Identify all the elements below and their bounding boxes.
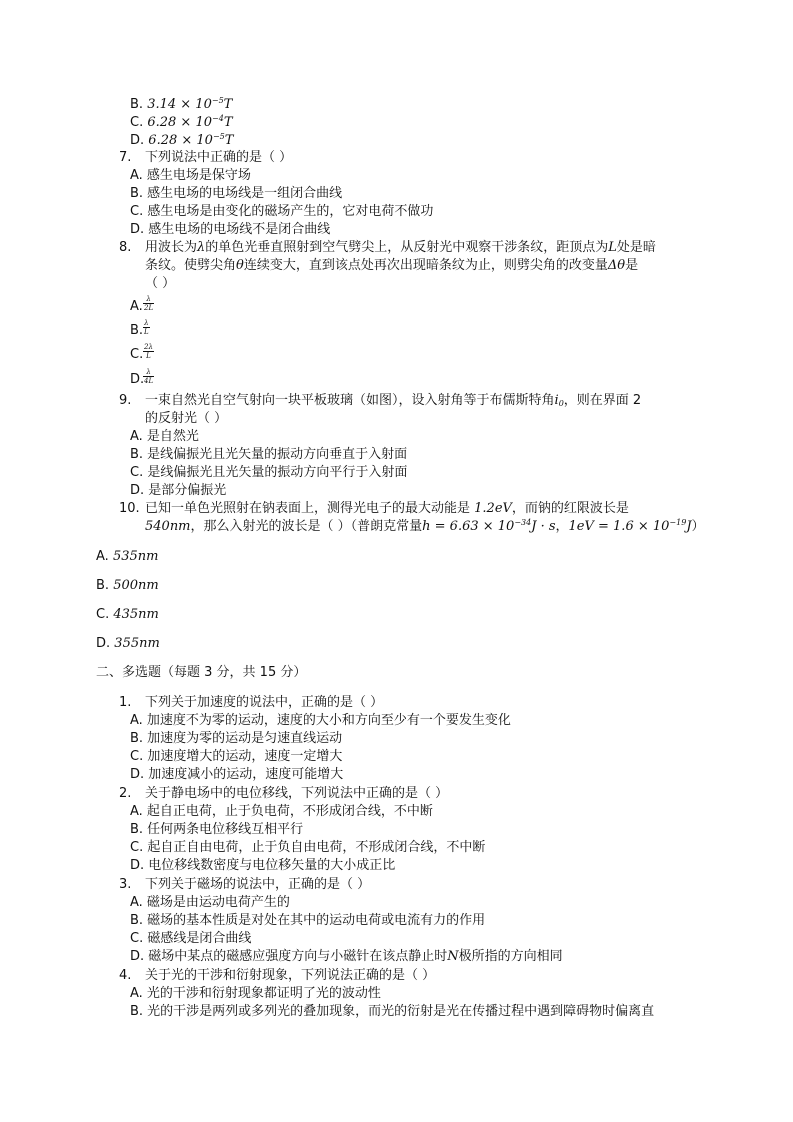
m3-option-c: C. 磁感线是闭合曲线 (130, 931, 252, 946)
question-10-line-1: 已知一单色光照射在钠表面上，测得光电子的最大动能是 1.2eV，而钠的红限波长是 (145, 501, 629, 516)
question-8-line-2: 条纹。使劈尖角θ连续变大，直到该点处再次出现暗条纹为止，则劈尖角的改变量Δθ是 (145, 258, 639, 273)
question-number: 1. (119, 695, 132, 710)
section-title: 二、多选题（每题 3 分，共 15 分） (96, 665, 307, 680)
option-value: $3.14 \times 10^{-5}T$ (147, 96, 233, 112)
option-value: $6.28 \times 10^{-4}T$ (147, 114, 233, 130)
q8-option-a-label: A. (130, 299, 143, 314)
question-number: 4. (119, 968, 132, 983)
multi-question-1-text: 下列关于加速度的说法中，正确的是（ ） (145, 695, 384, 710)
question-9-line-1: 一束自然光自空气射向一块平板玻璃（如图），设入射角等于布儒斯特角$i_0$，则在界面 2 (145, 393, 642, 408)
q9-option-a: A. 是自然光 (130, 429, 199, 444)
m1-option-d: D. 加速度减小的运动，速度可能增大 (130, 767, 344, 782)
q9-option-c: C. 是线偏振光且光矢量的振动方向平行于入射面 (130, 465, 408, 480)
question-10-line-2: 540nm，那么入射光的波长是（ ）（普朗克常量$h = 6.63 \times 10^{-34}J \cdot s$，$1eV = 1.6 \times 10^{-19}J$） (145, 518, 705, 534)
question-number: 10. (119, 501, 140, 516)
q8-option-c-fraction: $\frac{2\lambda}{L}$ (144, 343, 153, 360)
q10-option-c: C. 435nm (96, 607, 159, 622)
question-8-line-1: 用波长为λ的单色光垂直照射到空气劈尖上，从反射光中观察干涉条纹，距顶点为L处是暗 (145, 240, 656, 255)
multi-question-3-text: 下列关于磁场的说法中，正确的是（ ） (145, 877, 371, 892)
q8-option-c-label: C. (130, 347, 144, 362)
q10-option-a: A. 535nm (96, 549, 159, 564)
q6-option-c (130, 114, 232, 131)
multi-question-2-text: 关于静电场中的电位移线，下列说法中正确的是（ ） (145, 786, 449, 801)
m1-option-a: A. 加速度不为零的运动，速度的大小和方向至少有一个要发生变化 (130, 713, 511, 728)
m2-option-d: D. 电位移线数密度与电位移矢量的大小成正比 (130, 858, 396, 873)
question-number: 7. (119, 150, 132, 165)
m1-option-b: B. 加速度为零的运动是匀速直线运动 (130, 731, 343, 746)
q7-option-d: D. 感生电场的电场线不是闭合曲线 (130, 222, 331, 237)
q6-option-d (130, 132, 233, 149)
q6-option-b (130, 96, 232, 113)
question-number: 8. (119, 240, 132, 255)
m1-option-c: C. 加速度增大的运动，速度一定增大 (130, 749, 343, 764)
m3-option-d: D. 磁场中某点的磁感应强度方向与小磁针在该点静止时N极所指的方向相同 (130, 949, 563, 964)
m3-option-b: B. 磁场的基本性质是对处在其中的运动电荷或电流有力的作用 (130, 913, 486, 928)
m4-option-b: B. 光的干涉是两列或多列光的叠加现象，而光的衍射是光在传播过程中遇到障碍物时偏离直 (130, 1004, 655, 1019)
m2-option-a: A. 起自正电荷，止于负电荷，不形成闭合线，不中断 (130, 804, 433, 819)
q8-option-b-label: B. (130, 323, 144, 338)
m3-option-a: A. 磁场是由运动电荷产生的 (130, 895, 290, 910)
option-value: $6.28 \times 10^{-5}T$ (148, 132, 234, 148)
option-label: B. (130, 97, 144, 112)
q8-option-d-fraction: $\frac{\lambda}{4L}$ (144, 368, 154, 385)
q7-option-c: C. 感生电场是由变化的磁场产生的，它对电荷不做功 (130, 204, 434, 219)
q9-option-d: D. 是部分偏振光 (130, 483, 227, 498)
question-number: 2. (119, 786, 132, 801)
question-number: 9. (119, 393, 132, 408)
question-8-line-3: （ ） (145, 276, 176, 291)
m2-option-c: C. 起自正自由电荷，止于负自由电荷，不形成闭合线，不中断 (130, 840, 486, 855)
q10-option-d: D. 355nm (96, 636, 160, 651)
q7-option-b: B. 感生电场的电场线是一组闭合曲线 (130, 186, 343, 201)
m4-option-a: A. 光的干涉和衍射现象都证明了光的波动性 (130, 986, 381, 1001)
q8-option-d-label: D. (130, 372, 145, 387)
option-label: C. (130, 115, 144, 130)
multi-question-4-text: 关于光的干涉和衍射现象，下列说法正确的是（ ） (145, 968, 436, 983)
option-label: D. (130, 133, 145, 148)
m2-option-b: B. 任何两条电位移线互相平行 (130, 822, 304, 837)
question-number: 3. (119, 877, 132, 892)
question-7-text: 下列说法中正确的是（ ） (145, 150, 293, 165)
q9-option-b: B. 是线偏振光且光矢量的振动方向垂直于入射面 (130, 447, 408, 462)
q8-option-b-fraction: $\frac{\lambda}{L}$ (144, 319, 149, 336)
q8-option-a-fraction: $\frac{\lambda}{2L}$ (144, 295, 154, 312)
q10-option-b: B. 500nm (96, 578, 159, 593)
q7-option-a: A. 感生电场是保守场 (130, 168, 251, 183)
question-9-line-2: 的反射光（ ） (145, 411, 228, 426)
